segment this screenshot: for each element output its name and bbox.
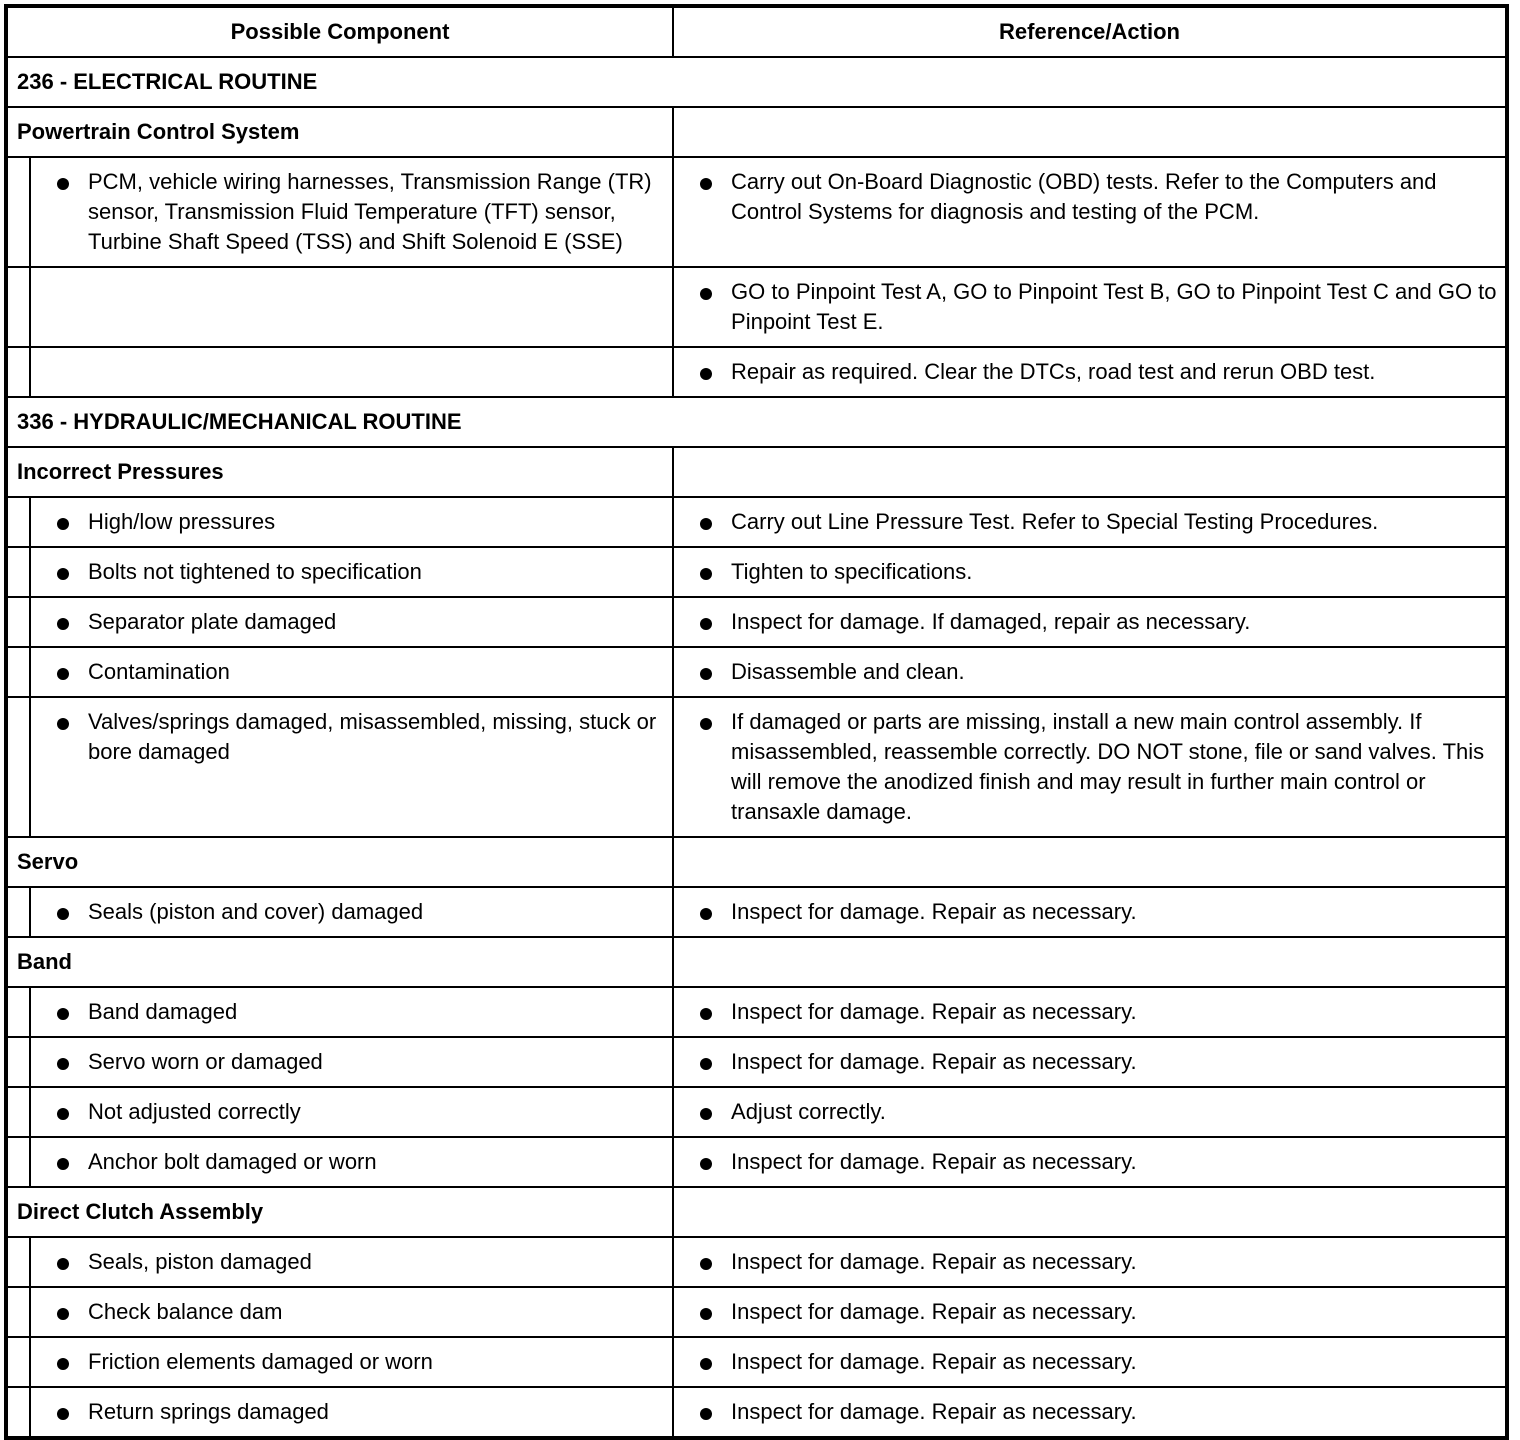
indent-cell: [6, 497, 30, 547]
component-item-text: Seals (piston and cover) damaged: [88, 899, 424, 924]
component-cell: [30, 1237, 673, 1287]
action-cell: [673, 347, 1507, 397]
component-item: [31, 1397, 672, 1427]
component-item: [31, 1297, 672, 1327]
item-row: [6, 347, 1507, 397]
action-item-text: Repair as required. Clear the DTCs, road test and rerun OBD test.: [731, 359, 1376, 384]
item-row: [6, 267, 1507, 347]
item-row: [6, 647, 1507, 697]
header-possible-component: Possible Component: [6, 6, 673, 57]
action-cell: [673, 497, 1507, 547]
indent-cell: [6, 1037, 30, 1087]
indent-cell: [6, 1137, 30, 1187]
action-cell: [673, 157, 1507, 267]
bullet-icon: [57, 1308, 69, 1320]
action-item-text: Carry out Line Pressure Test. Refer to Special Testing Procedures.: [731, 509, 1379, 534]
bullet-icon: [700, 518, 712, 530]
component-item-text: Not adjusted correctly: [88, 1099, 301, 1124]
category-row: [6, 837, 1507, 887]
action-cell: [673, 697, 1507, 837]
category-row: [6, 1187, 1507, 1237]
empty-cell: [673, 837, 1507, 887]
indent-cell: [6, 1237, 30, 1287]
component-item: [31, 657, 672, 687]
action-item: [674, 1397, 1505, 1427]
action-item: [674, 607, 1505, 637]
bullet-icon: [57, 1358, 69, 1370]
component-item: [31, 507, 672, 537]
header-reference-action: Reference/Action: [673, 6, 1507, 57]
indent-cell: [6, 267, 30, 347]
section-heading: 236 - ELECTRICAL ROUTINE: [6, 57, 1507, 107]
action-cell: [673, 1037, 1507, 1087]
bullet-icon: [700, 288, 712, 300]
action-cell: [673, 1287, 1507, 1337]
item-row: [6, 597, 1507, 647]
section-heading: 336 - HYDRAULIC/MECHANICAL ROUTINE: [6, 397, 1507, 447]
category-heading: Powertrain Control System: [6, 107, 673, 157]
action-cell: [673, 1337, 1507, 1387]
component-item-text: Friction elements damaged or worn: [88, 1349, 433, 1374]
bullet-icon: [57, 518, 69, 530]
empty-cell: [673, 447, 1507, 497]
item-row: [6, 1137, 1507, 1187]
empty-cell: [673, 107, 1507, 157]
component-item-text: Servo worn or damaged: [88, 1049, 323, 1074]
bullet-icon: [700, 568, 712, 580]
action-item-text: GO to Pinpoint Test A, GO to Pinpoint Test B, GO to Pinpoint Test C and GO to Pinpoint Test E.: [731, 279, 1497, 334]
action-cell: [673, 547, 1507, 597]
item-row: [6, 1387, 1507, 1438]
component-item-text: Anchor bolt damaged or worn: [88, 1149, 377, 1174]
indent-cell: [6, 547, 30, 597]
component-cell: [30, 1287, 673, 1337]
component-cell: [30, 267, 673, 347]
item-row: [6, 1237, 1507, 1287]
diagnostic-table: [4, 4, 1509, 1440]
category-row: [6, 107, 1507, 157]
header-row: [6, 6, 1507, 57]
action-item-text: Inspect for damage. Repair as necessary.: [731, 1299, 1137, 1324]
indent-cell: [6, 647, 30, 697]
component-cell: [30, 597, 673, 647]
action-item: [674, 997, 1505, 1027]
action-item: [674, 557, 1505, 587]
component-cell: [30, 697, 673, 837]
section-row: [6, 397, 1507, 447]
action-item: [674, 1347, 1505, 1377]
component-item-text: Contamination: [88, 659, 230, 684]
bullet-icon: [700, 1408, 712, 1420]
bullet-icon: [700, 368, 712, 380]
component-cell: [30, 1137, 673, 1187]
item-row: [6, 1087, 1507, 1137]
bullet-icon: [57, 568, 69, 580]
action-item-text: Inspect for damage. Repair as necessary.: [731, 999, 1137, 1024]
action-cell: [673, 887, 1507, 937]
bullet-icon: [57, 1008, 69, 1020]
indent-cell: [6, 697, 30, 837]
item-row: [6, 157, 1507, 267]
component-item-text: Band damaged: [88, 999, 238, 1024]
bullet-icon: [57, 668, 69, 680]
bullet-icon: [700, 178, 712, 190]
item-row: [6, 497, 1507, 547]
component-cell: [30, 1087, 673, 1137]
item-row: [6, 887, 1507, 937]
component-item: [31, 1147, 672, 1177]
indent-cell: [6, 887, 30, 937]
action-item-text: Inspect for damage. Repair as necessary.: [731, 1399, 1137, 1424]
category-heading: Band: [6, 937, 673, 987]
bullet-icon: [57, 1058, 69, 1070]
category-heading: Incorrect Pressures: [6, 447, 673, 497]
category-row: [6, 937, 1507, 987]
component-item-text: Valves/springs damaged, misassembled, missing, stuck or bore damaged: [88, 709, 657, 764]
bullet-icon: [700, 668, 712, 680]
component-item: [31, 707, 672, 767]
action-item: [674, 507, 1505, 537]
component-cell: [30, 547, 673, 597]
category-row: [6, 447, 1507, 497]
action-item-text: Disassemble and clean.: [731, 659, 965, 684]
bullet-icon: [700, 1108, 712, 1120]
component-item-text: High/low pressures: [88, 509, 276, 534]
indent-cell: [6, 1387, 30, 1438]
action-cell: [673, 1137, 1507, 1187]
bullet-icon: [57, 1158, 69, 1170]
bullet-icon: [57, 618, 69, 630]
indent-cell: [6, 1087, 30, 1137]
bullet-icon: [57, 1108, 69, 1120]
action-item: [674, 657, 1505, 687]
bullet-icon: [700, 1358, 712, 1370]
action-item: [674, 1247, 1505, 1277]
action-item: [674, 277, 1505, 337]
indent-cell: [6, 1337, 30, 1387]
component-cell: [30, 1387, 673, 1438]
component-cell: [30, 647, 673, 697]
item-row: [6, 1037, 1507, 1087]
action-cell: [673, 987, 1507, 1037]
component-item-text: PCM, vehicle wiring harnesses, Transmission Range (TR) sensor, Transmission Fluid Temperature (TFT) sensor, Turbine Shaft Speed (TSS) and Shift Solenoid E (SSE): [88, 169, 652, 254]
bullet-icon: [57, 1408, 69, 1420]
component-item: [31, 897, 672, 927]
section-row: [6, 57, 1507, 107]
component-cell: [30, 1337, 673, 1387]
component-item: [31, 1247, 672, 1277]
bullet-icon: [57, 908, 69, 920]
bullet-icon: [700, 1258, 712, 1270]
table-body: [6, 57, 1507, 1438]
indent-cell: [6, 597, 30, 647]
action-cell: [673, 1387, 1507, 1438]
action-item: [674, 1147, 1505, 1177]
bullet-icon: [57, 178, 69, 190]
item-row: [6, 1337, 1507, 1387]
action-item-text: Inspect for damage. If damaged, repair as necessary.: [731, 609, 1251, 634]
component-cell: [30, 157, 673, 267]
action-cell: [673, 1237, 1507, 1287]
component-item: [31, 1097, 672, 1127]
component-item: [31, 997, 672, 1027]
bullet-icon: [700, 1058, 712, 1070]
component-cell: [30, 887, 673, 937]
action-item-text: If damaged or parts are missing, install a new main control assembly. If misassembled, reassemble correctly. DO NOT stone, file or sand valves. This will remove the anodized finish and may result in further main control or transaxle damage.: [731, 709, 1485, 824]
action-item: [674, 897, 1505, 927]
action-item: [674, 1297, 1505, 1327]
action-cell: [673, 647, 1507, 697]
item-row: [6, 547, 1507, 597]
action-item: [674, 707, 1505, 827]
component-cell: [30, 1037, 673, 1087]
action-cell: [673, 267, 1507, 347]
component-item: [31, 1347, 672, 1377]
empty-cell: [673, 1187, 1507, 1237]
item-row: [6, 697, 1507, 837]
action-item: [674, 357, 1505, 387]
indent-cell: [6, 157, 30, 267]
component-item-text: Check balance dam: [88, 1299, 283, 1324]
bullet-icon: [57, 1258, 69, 1270]
component-item-text: Bolts not tightened to specification: [88, 559, 422, 584]
action-cell: [673, 1087, 1507, 1137]
action-item-text: Inspect for damage. Repair as necessary.: [731, 1149, 1137, 1174]
component-item-text: Return springs damaged: [88, 1399, 329, 1424]
component-item-text: Separator plate damaged: [88, 609, 337, 634]
action-item: [674, 1097, 1505, 1127]
indent-cell: [6, 347, 30, 397]
component-item: [31, 607, 672, 637]
category-heading: Servo: [6, 837, 673, 887]
action-item: [674, 167, 1505, 227]
empty-cell: [673, 937, 1507, 987]
bullet-icon: [700, 1158, 712, 1170]
action-item-text: Adjust correctly.: [731, 1099, 886, 1124]
action-item: [674, 1047, 1505, 1077]
component-item: [31, 1047, 672, 1077]
component-cell: [30, 347, 673, 397]
action-item-text: Carry out On-Board Diagnostic (OBD) tests. Refer to the Computers and Control Systems for diagnosis and testing of the PCM.: [731, 169, 1437, 224]
bullet-icon: [57, 718, 69, 730]
category-heading: Direct Clutch Assembly: [6, 1187, 673, 1237]
action-item-text: Inspect for damage. Repair as necessary.: [731, 1049, 1137, 1074]
indent-cell: [6, 1287, 30, 1337]
action-cell: [673, 597, 1507, 647]
bullet-icon: [700, 1008, 712, 1020]
component-cell: [30, 987, 673, 1037]
item-row: [6, 1287, 1507, 1337]
component-item: [31, 167, 672, 257]
bullet-icon: [700, 908, 712, 920]
component-item-text: Seals, piston damaged: [88, 1249, 312, 1274]
action-item-text: Inspect for damage. Repair as necessary.: [731, 1249, 1137, 1274]
bullet-icon: [700, 1308, 712, 1320]
item-row: [6, 987, 1507, 1037]
bullet-icon: [700, 718, 712, 730]
action-item-text: Tighten to specifications.: [731, 559, 973, 584]
bullet-icon: [700, 618, 712, 630]
action-item-text: Inspect for damage. Repair as necessary.: [731, 899, 1137, 924]
component-cell: [30, 497, 673, 547]
indent-cell: [6, 987, 30, 1037]
action-item-text: Inspect for damage. Repair as necessary.: [731, 1349, 1137, 1374]
component-item: [31, 557, 672, 587]
